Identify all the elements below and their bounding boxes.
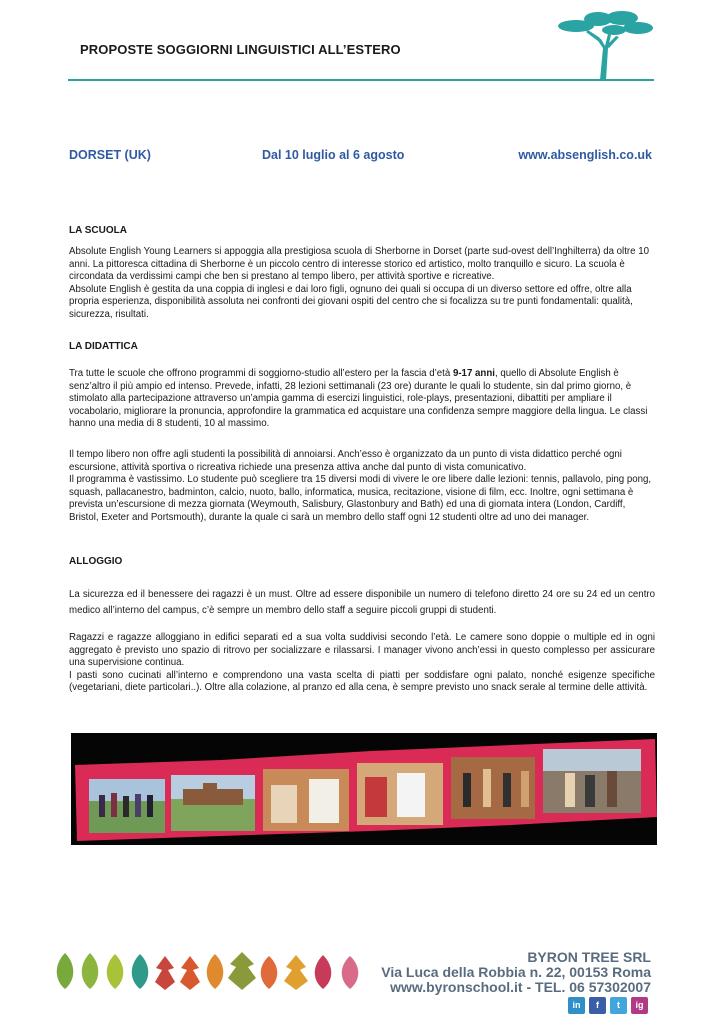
photo-students-field	[89, 779, 165, 833]
age-range-highlight: 9-17 anni	[452, 368, 495, 379]
linkedin-icon[interactable]: in	[568, 997, 585, 1014]
photo-dance-activity	[451, 757, 535, 819]
facebook-icon[interactable]: f	[589, 997, 606, 1014]
leaves-decoration-icon	[52, 950, 374, 992]
twitter-icon[interactable]: t	[610, 997, 627, 1014]
didattica-body-2	[69, 449, 655, 525]
company-address: Via Luca della Robbia n. 22, 00153 Roma	[381, 964, 651, 980]
photo-collage-strip	[71, 733, 657, 845]
website-link[interactable]: www.absenglish.co.uk	[518, 148, 652, 162]
page-header-title: PROPOSTE SOGGIORNI LINGUISTICI ALL’ESTERO	[80, 42, 401, 57]
dates-label: Dal 10 luglio al 6 agosto	[262, 148, 405, 162]
alloggio-paragraph-3: I pasti sono cucinati all’interno e comprendono una vasta scelta di piatti per soddisfare ogni palato, nonché esigenze specifiche (vegetariani, diete particolari..). Oltre alla colazione, al pranzo ed alla cena, è sempre previsto uno snack serale al termine delle attività.	[69, 669, 655, 694]
instagram-icon[interactable]: ig	[631, 997, 648, 1014]
company-name: BYRON TREE SRL	[527, 949, 651, 965]
section-title-alloggio: ALLOGGIO	[69, 556, 123, 567]
didattica-p1-text-a: Tra tutte le scuole che offrono programmi di soggiorno-studio all’estero per la fascia d’età	[69, 368, 453, 379]
photo-city-excursion	[543, 749, 641, 813]
didattica-paragraph-2: Il tempo libero non offre agli studenti la possibilità di annoiarsi. Anch’esso è organizzato da un punto di vista didattico perché ogni escursione, attività sportiva o ricreativa richiede una presenza attiva anche dal punto di vista comunicativo.	[69, 449, 622, 473]
scuola-paragraph-1: Absolute English Young Learners si appoggia alla prestigiosa scuola di Sherborne in Dorset (parte sud-ovest dell’Inghilterra) da oltre 10 anni. La pittoresca cittadina di Sherborne è un piccolo centro di interesse storico ed artistico, molto tranquillo e sicuro. La scuola è circondata da verdissimi campi che ben si prestano al tempo libero, per attività sportive e ricreative.	[69, 246, 649, 283]
company-contact: www.byronschool.it - TEL. 06 57302007	[390, 979, 651, 995]
section-title-didattica: LA DIDATTICA	[69, 341, 138, 352]
photo-classroom-2	[357, 763, 443, 825]
alloggio-paragraph-1: La sicurezza ed il benessere dei ragazzi è un must. Oltre ad essere disponibile un numero di telefono diretto 24 ore su 24 ed un centro medico all’interno del campus, c’è sempre un membro dello staff a seguire piccoli gruppi di studenti.	[69, 589, 655, 616]
photo-school-building	[171, 775, 255, 831]
alloggio-paragraph-2: Ragazzi e ragazze alloggiano in edifici separati ed a sua volta suddivisi secondo l’età. Le camere sono doppie o multiple ed in ogni aggregato è previsto uno spazio di ritrovo per socializzare e rilassarsi. I manager vivono anch’essi in questo complesso per assicurare una supervisione continua.	[69, 632, 655, 669]
section-body-scuola	[69, 246, 655, 322]
company-info	[381, 950, 651, 995]
photo-classroom-1	[263, 769, 349, 831]
alloggio-body-2	[69, 632, 655, 695]
location-label: DORSET (UK)	[69, 148, 151, 162]
section-title-scuola: LA SCUOLA	[69, 225, 127, 236]
didattica-paragraph-1	[69, 368, 655, 431]
didattica-paragraph-3: Il programma è vastissimo. Lo studente può scegliere tra 15 diversi modi di vivere le ore libere dalle lezioni: tennis, pallavolo, ping pong, squash, pallacanestro, badminton, calcio, nuoto, ballo, informatica, musica, recitazione, visione di film, ecc. Inoltre, ogni settimana è prevista un’escursione di mezza giornata (Weymouth, Salisbury, Glastonbury and Bath) ed una di giornata intera (London, Cardiff, Bristol, Exeter and Portsmouth), durante la quale ci sarà un membro dello staff ogni 12 studenti oltre ad uno dei manager.	[69, 474, 652, 523]
scuola-paragraph-2: Absolute English è gestita da una coppia di inglesi e dai loro figli, ognuno dei quali si occupa di un diverso settore ed offre, oltre alla propria esperienza, disponibilità assoluta nei confronti dei giovani ospiti del centro che si focalizza su tre punti fondamentali: qualità, sicurezza, risultati.	[69, 283, 633, 320]
didattica-p1-text-b: , quello di Absolute English è senz’altro il più ampio ed intenso. Prevede, infatti, 28 lezioni settimanali (23 ore) durante le quali lo studente, sin dal primo giorno, è stimolato alla partecipazione attraverso un’ampia gamma di esercizi linguistici, role-plays, presentazioni, dibattiti per ampliare il vocabolario, migliorare la pronuncia, approfondire la grammatica ed acquistare una confidenza sempre maggiore della lingua. Le classi hanno una media di 8 studenti, 10 al massimo.	[69, 368, 648, 430]
tree-logo-icon	[556, 8, 654, 80]
